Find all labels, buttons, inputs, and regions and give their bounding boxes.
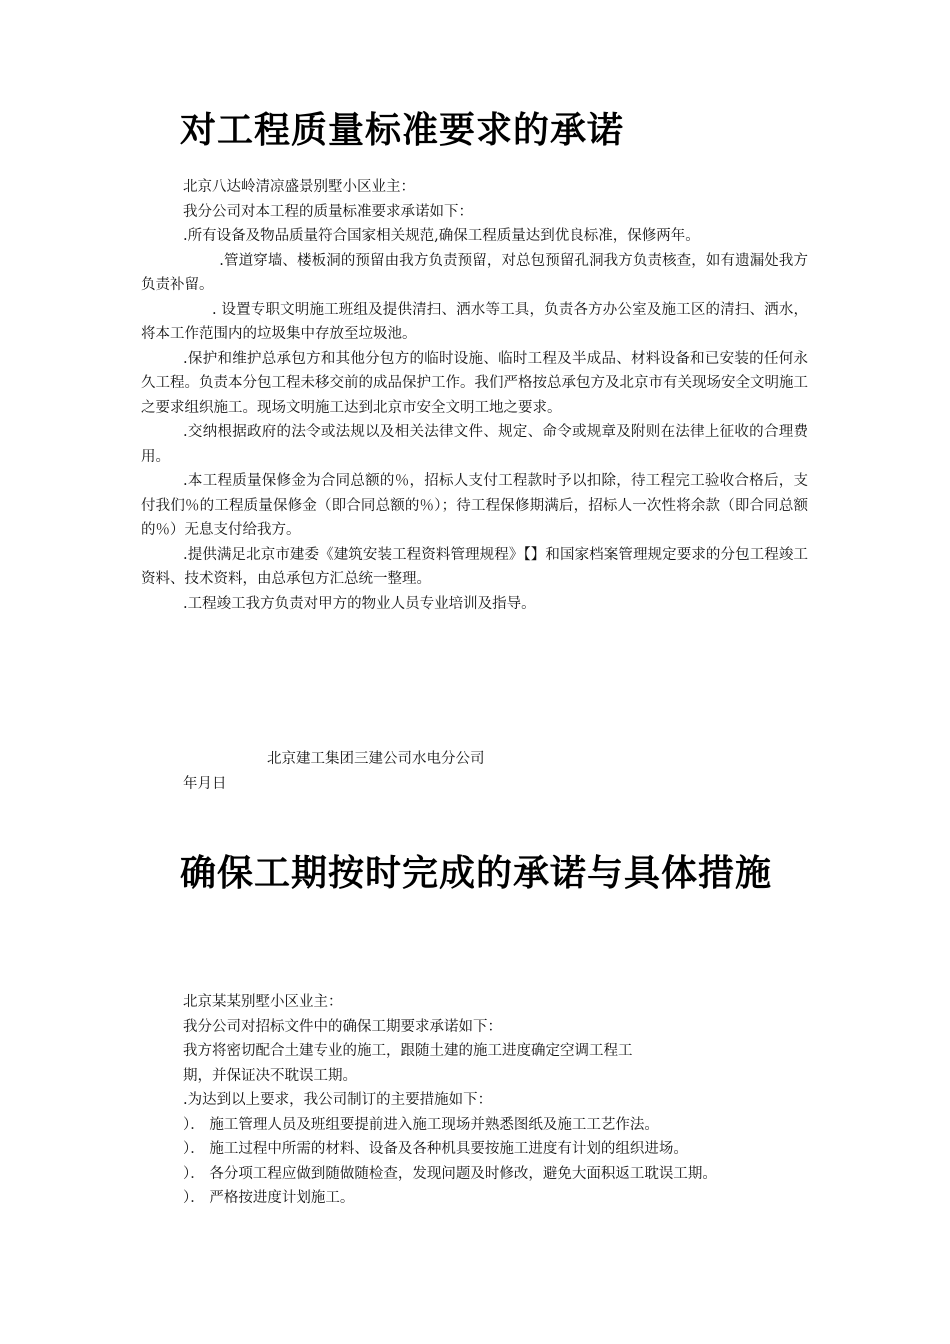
section2-measure-3: ）． 各分项工程应做到随做随检查，发现问题及时修改，避免大面积返工耽误工期。 (183, 1165, 717, 1182)
section1-item-5: .交纳根据政府的法令或法规以及相关法律文件、规定、命令或规章及附则在法律上征收的合理费用。 (141, 424, 808, 465)
section1-item-6: .本工程质量保修金为合同总额的％，招标人支付工程款时予以扣除，待工程完工验收合格后，支付我们％的工程质量保修金（即合同总额的％）；待工程保修期满后，招标人一次性将余款（即合同总额的％）无息支付给我方。 (141, 473, 808, 538)
section2-promise-line1: 我方将密切配合土建专业的施工，跟随土建的施工进度确定空调工程工 (183, 1043, 633, 1059)
section1-body (141, 175, 808, 616)
section1-item-4: .保护和维护总承包方和其他分包方的临时设施、临时工程及半成品、材料设备和已安装的任何永久工程。负责本分包工程未移交前的成品保护工作。我们严格按总承包方及北京市有关现场安全文明施工之要求组织施工。现场文明施工达到北京市安全文明工地之要求。 (141, 350, 808, 416)
section1-item-8: .工程竣工我方负责对甲方的物业人员专业培训及指导。 (183, 595, 536, 612)
section2-measure-1: ）． 施工管理人员及班组要提前进入施工现场并熟悉图纸及施工工艺作法。 (183, 1116, 659, 1133)
section2-measures-intro: .为达到以上要求，我公司制订的主要措施如下： (183, 1092, 493, 1108)
signature-company: 北京建工集团三建公司水电分公司 (267, 751, 485, 767)
section1-title: 对工程质量标准要求的承诺 (180, 109, 625, 151)
section1-item-1: .所有设备及物品质量符合国家相关规范,确保工程质量达到优良标准，保修两年。 (183, 228, 700, 244)
section1-item-7: .提供满足北京市建委《建筑安装工程资料管理规程》【】和国家档案管理规定要求的分包工程竣工资料、技术资料，由总承包方汇总统一整理。 (141, 546, 808, 587)
section2-title: 确保工期按时完成的承诺与具体措施 (180, 852, 773, 894)
section2-intro: 我分公司对招标文件中的确保工期要求承诺如下： (183, 1018, 503, 1035)
section2-body (141, 990, 808, 1211)
section2-salutation: 北京某某别墅小区业主： (183, 994, 343, 1010)
section1-intro: 我分公司对本工程的质量标准要求承诺如下： (183, 203, 474, 220)
section2-measure-2: ）． 施工过程中所需的材料、设备及各种机具要按施工进度有计划的组织进场。 (183, 1141, 688, 1157)
section2-promise-line2: 期，并保证决不耽误工期。 (183, 1067, 358, 1084)
section2-measure-4: ）． 严格按进度计划施工。 (183, 1190, 355, 1206)
section1-item-3: . 设置专职文明施工班组及提供清扫、洒水等工具，负责各方办公室及施工区的清扫、洒水，将本工作范围内的垃圾集中存放至垃圾池。 (141, 301, 808, 342)
signature-date: 年月日 (183, 775, 227, 792)
section1-item-2: .管道穿墙、楼板洞的预留由我方负责预留，对总包预留孔洞我方负责核查，如有遗漏处我方负责补留。 (141, 252, 808, 293)
section1-salutation: 北京八达岭清凉盛景别墅小区业主： (183, 179, 416, 195)
signature-block (141, 747, 808, 796)
